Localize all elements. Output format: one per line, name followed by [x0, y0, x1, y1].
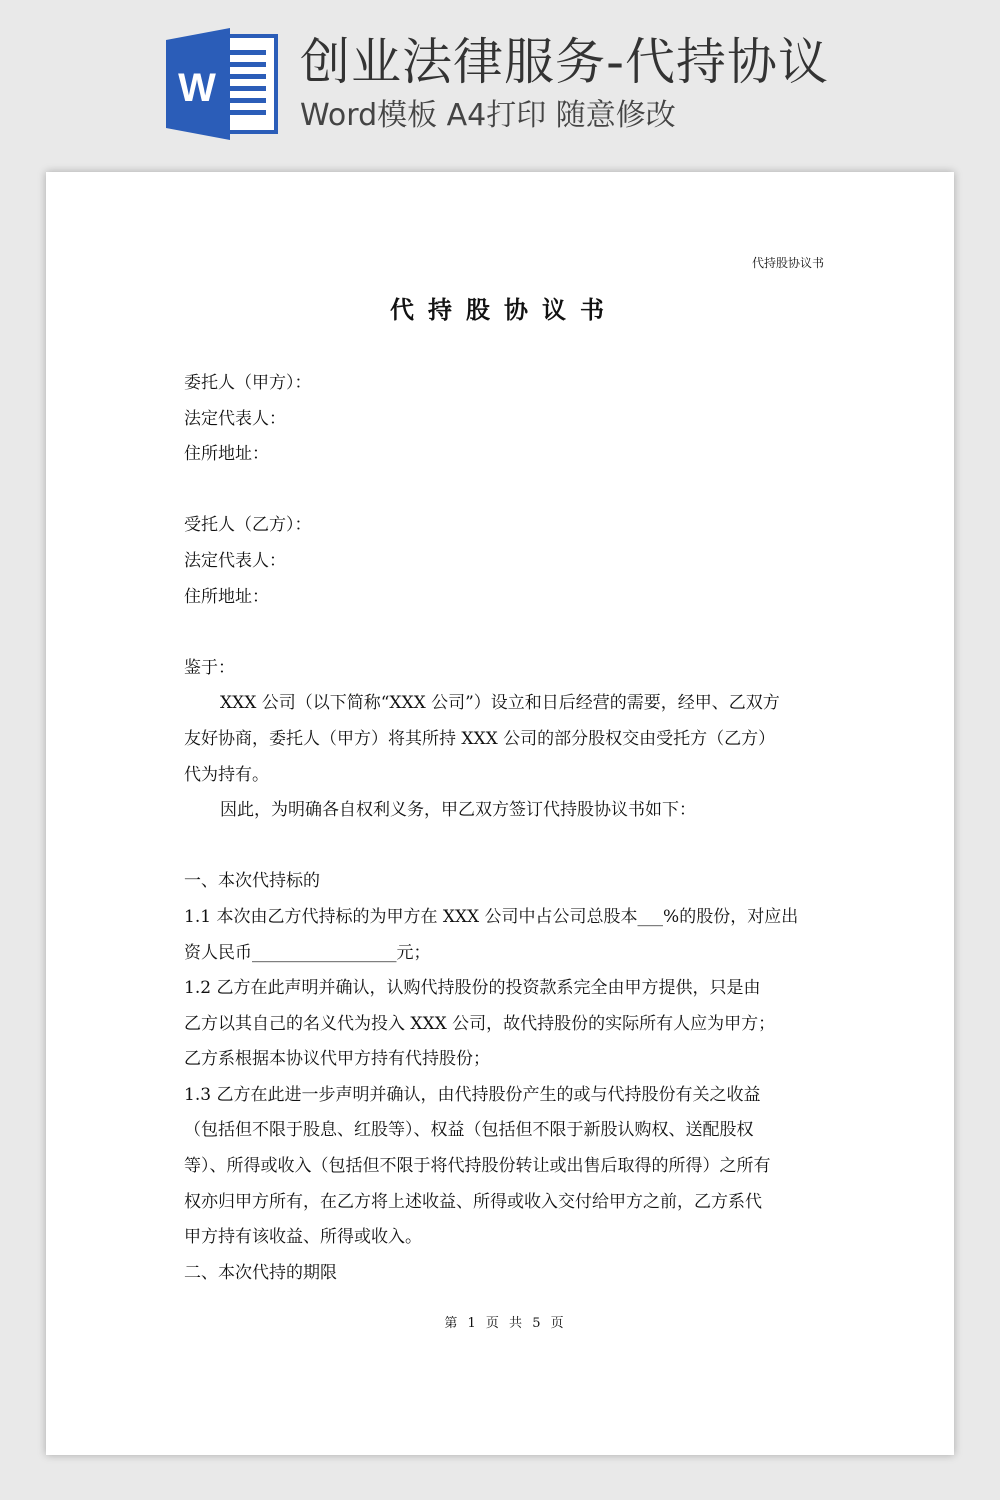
- party-b-representative: 法定代表人：: [184, 550, 286, 571]
- clause-line: （包括但不限于股息、红股等）、权益（包括但不限于新股认购权、送配股权: [184, 1120, 754, 1141]
- word-logo-letter: W: [178, 66, 216, 110]
- spacer: [184, 829, 824, 865]
- whereas-line: 代为持有。: [184, 764, 269, 785]
- clause-line: 权亦归甲方所有，在乙方将上述收益、所得或收入交付给甲方之前，乙方系代: [184, 1191, 762, 1212]
- party-b-label: 受托人（乙方）：: [184, 515, 312, 536]
- party-a-representative: 法定代表人：: [184, 408, 286, 429]
- document-page: [46, 172, 954, 1455]
- therefore-line: 因此，为明确各自权利义务，甲乙双方签订代持股协议书如下：: [220, 800, 696, 821]
- banner-subtitle: Word模板 A4打印 随意修改: [300, 98, 676, 133]
- party-a-label: 委托人（甲方）：: [184, 373, 312, 393]
- clause-line: 资人民币_________________元；: [184, 942, 431, 963]
- clause-line: 等）、所得或收入（包括但不限于将代持股份转让或出售后取得的所得）之所有: [184, 1156, 771, 1177]
- spacer: [184, 473, 824, 509]
- section-2-heading: 二、本次代持的期限: [184, 1262, 337, 1283]
- whereas-line: 友好协商，委托人（甲方）将其所持 XXX 公司的部分股权交由受托方（乙方）: [184, 728, 776, 749]
- banner: [0, 0, 1000, 160]
- document-title: 代持股协议书: [390, 295, 618, 324]
- running-header: 代持股协议书: [751, 256, 824, 270]
- clause-line: 甲方持有该收益、所得或收入。: [184, 1227, 422, 1248]
- clause-line: 乙方以其自己的名义代为投入 XXX 公司，故代持股份的实际所有人应为甲方；: [184, 1013, 776, 1034]
- clause-line: 1.3 乙方在此进一步声明并确认，由代持股份产生的或与代持股份有关之收益: [184, 1084, 761, 1105]
- clause-line: 乙方系根据本协议代甲方持有代持股份；: [184, 1049, 490, 1070]
- word-document-icon: [166, 28, 280, 140]
- party-a-address: 住所地址：: [184, 444, 269, 465]
- whereas-heading: 鉴于：: [184, 657, 235, 678]
- clause-line: 1.2 乙方在此声明并确认，认购代持股份的投资款系完全由甲方提供，只是由: [184, 978, 761, 999]
- party-b-address: 住所地址：: [184, 586, 269, 607]
- whereas-line: XXX 公司（以下简称“XXX 公司”）设立和日后经营的需要，经甲、乙双方: [220, 693, 780, 714]
- banner-title: 创业法律服务-代持协议: [300, 33, 830, 91]
- document-body: [184, 366, 824, 1291]
- page-footer: 第 1 页 共 5 页: [444, 1316, 564, 1331]
- section-1-heading: 一、本次代持标的: [184, 871, 320, 892]
- spacer: [184, 615, 824, 651]
- clause-line: 1.1 本次由乙方代持标的为甲方在 XXX 公司中占公司总股本___%的股份，对应出: [184, 906, 799, 927]
